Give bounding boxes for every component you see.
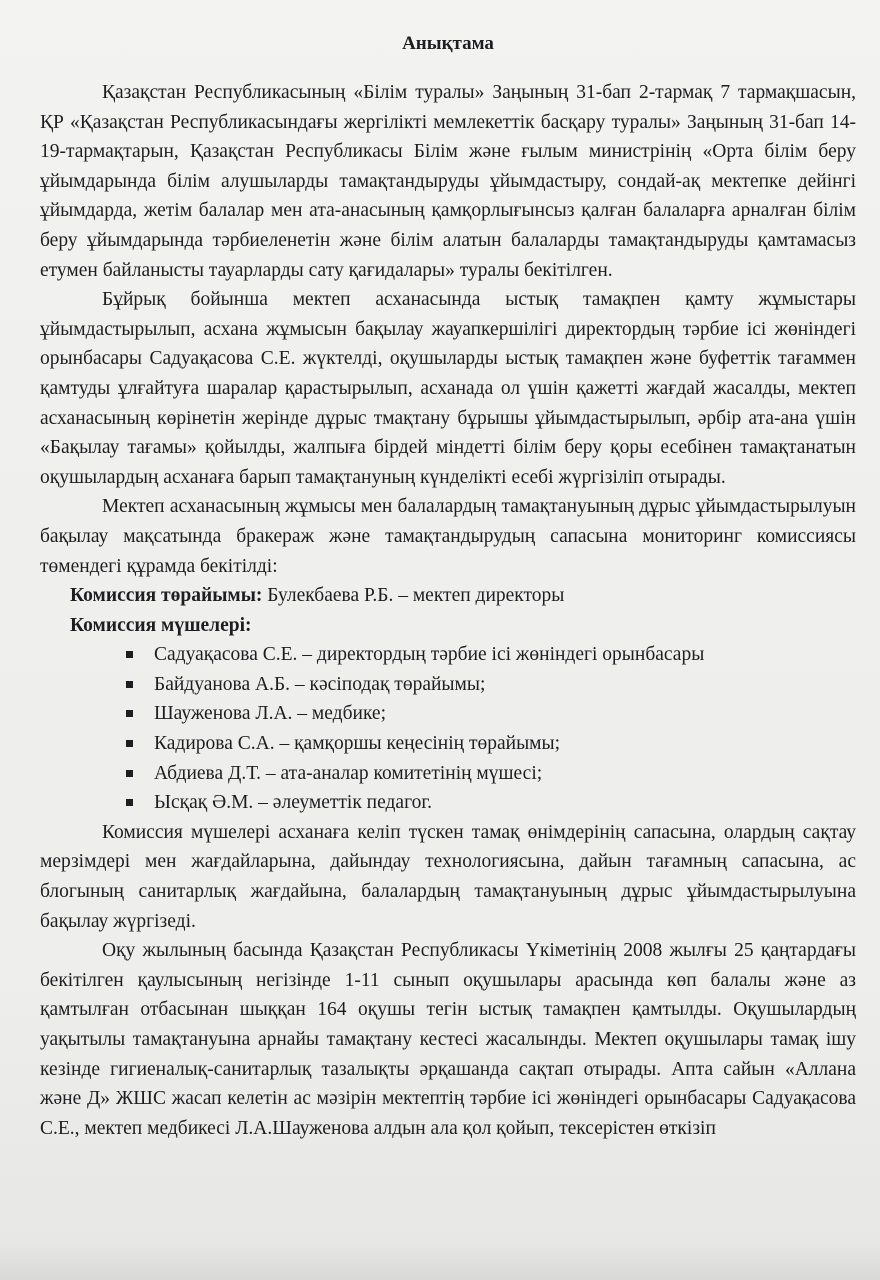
member-text: Ысқақ Ә.М. – әлеуметтік педагог. — [154, 792, 433, 814]
paragraph-commission-intro: Мектеп асханасының жұмысы мен балалардың тамақтануының дұрыс ұйымдастырылуын бақылау мақсатында бракераж және тамақтандырудың сапасына мониторинг комиссиясы төмендегі құрамда бекітілді: — [40, 496, 856, 577]
member-text: Шауженова Л.А. – медбике; — [154, 703, 387, 725]
commission-chair-label: Комиссия төрайымы: — [70, 585, 263, 607]
paragraph-commission-duties: Комиссия мүшелері асханаға келіп түскен тамақ өнімдерінің сапасына, олардың сақтау мерзімдері мен жағдайларына, дайындау технологиясына, дайын тағамның сапасына, ас блогының санитарлық жағдайына, балалардың тамақтануының дұрыс ұйымдастырылуына бақылау жүргізеді. — [40, 821, 856, 932]
member-text: Кадирова С.А. – қамқоршы кеңесінің төрайымы; — [154, 733, 561, 755]
list-item — [124, 788, 856, 818]
bullet-icon — [126, 799, 133, 806]
bullet-icon — [126, 651, 133, 658]
member-text: Абдиева Д.Т. – ата-аналар комитетінің мүшесі; — [154, 762, 543, 784]
member-text: Садуақасова С.Е. – директордың тәрбие ісі жөніндегі орынбасары — [154, 644, 705, 666]
commission-members-label: Комиссия мүшелері: — [70, 614, 252, 636]
bullet-icon — [126, 710, 133, 717]
bullet-icon — [126, 681, 133, 688]
list-item — [124, 640, 856, 670]
list-item — [124, 729, 856, 759]
list-item — [124, 699, 856, 729]
commission-chair-line — [40, 581, 856, 611]
commission-chair-value: Булекбаева Р.Б. – мектеп директоры — [262, 585, 565, 607]
paragraph-canteen-organization: Бұйрық бойынша мектеп асханасында ыстық тамақпен қамту жұмыстары ұйымдастырылып, асхана жұмысын бақылау жауапкершілігі директордың тәрбие ісі жөніндегі орынбасары Садуақасова С.Е. жүктелді, оқушыларды ыстық тамақпен және буфеттік тағаммен қамтуды ұлғайтуға шаралар қарастырылып, асханада ол үшін қажетті жағдай жасалды, мектеп асханасының көрінетін жерінде дұрыс тмақтану бұрышы ұйымдастырылып, әрбір ата-ана үшін «Бақылау тағамы» қойылды, жалпыға бірдей міндетті білім беру қоры есебінен тамақтанатын оқушылардың асханаға барып тамақтануның күнделікті есебі жүргізіліп отырады. — [40, 289, 856, 488]
list-item — [124, 759, 856, 789]
bullet-icon — [126, 740, 133, 747]
list-item — [124, 670, 856, 700]
bullet-icon — [126, 770, 133, 777]
document-title: Анықтама — [402, 33, 494, 54]
document-body — [40, 24, 856, 1143]
paragraph-free-meals: Оқу жылының басында Қазақстан Республикасы Үкіметінің 2008 жылғы 25 қаңтардағы бекітілген қаулысының негізінде 1-11 сынып оқушылары арасында көп балалы және аз қамтылған отбасынан шыққан 164 оқушы тегін ыстық тамақпен қамтылды. Оқушылардың уақытылы тамақтануына арнайы тамақтану кестесі жасалынды. Мектеп оқушылары тамақ ішу кезінде гигиеналық-санитарлық тазалықты әрқашанда сақтап отырады. Апта сайын «Аллана және Д» ЖШС жасап келетін ас мәзірін мектептің тәрбие ісі жөніндегі орынбасары Садуақасова С.Е., мектеп медбикесі Л.А.Шауженова алдын ала қол қойып, тексерістен өткізіп — [40, 940, 856, 1139]
commission-members-list — [40, 640, 856, 818]
paragraph-legal-basis: Қазақстан Республикасының «Білім туралы» Заңының 31-бап 2-тармақ 7 тармақшасын, ҚР «Қазақстан Республикасындағы жергілікті мемлекеттік басқару туралы» Заңының 31-бап 14-19-тармақтарын, Қазақстан Республикасы Білім және ғылым министрінің «Орта білім беру ұйымдарында білім алушыларды тамақтандыруды ұйымдастыру, сондай-ақ мектепке дейінгі ұйымдарда, жетім балалар мен ата-анасының қамқорлығынсыз қалған балаларға арналған білім беру ұйымдарында тәрбиеленетін және білім алатын балаларды тамақтандыруды қамтамасыз етумен байланысты тауарларды сату қағидалары» туралы бекітілген. — [40, 82, 856, 281]
member-text: Байдуанова А.Б. – кәсіподақ төрайымы; — [154, 673, 486, 695]
